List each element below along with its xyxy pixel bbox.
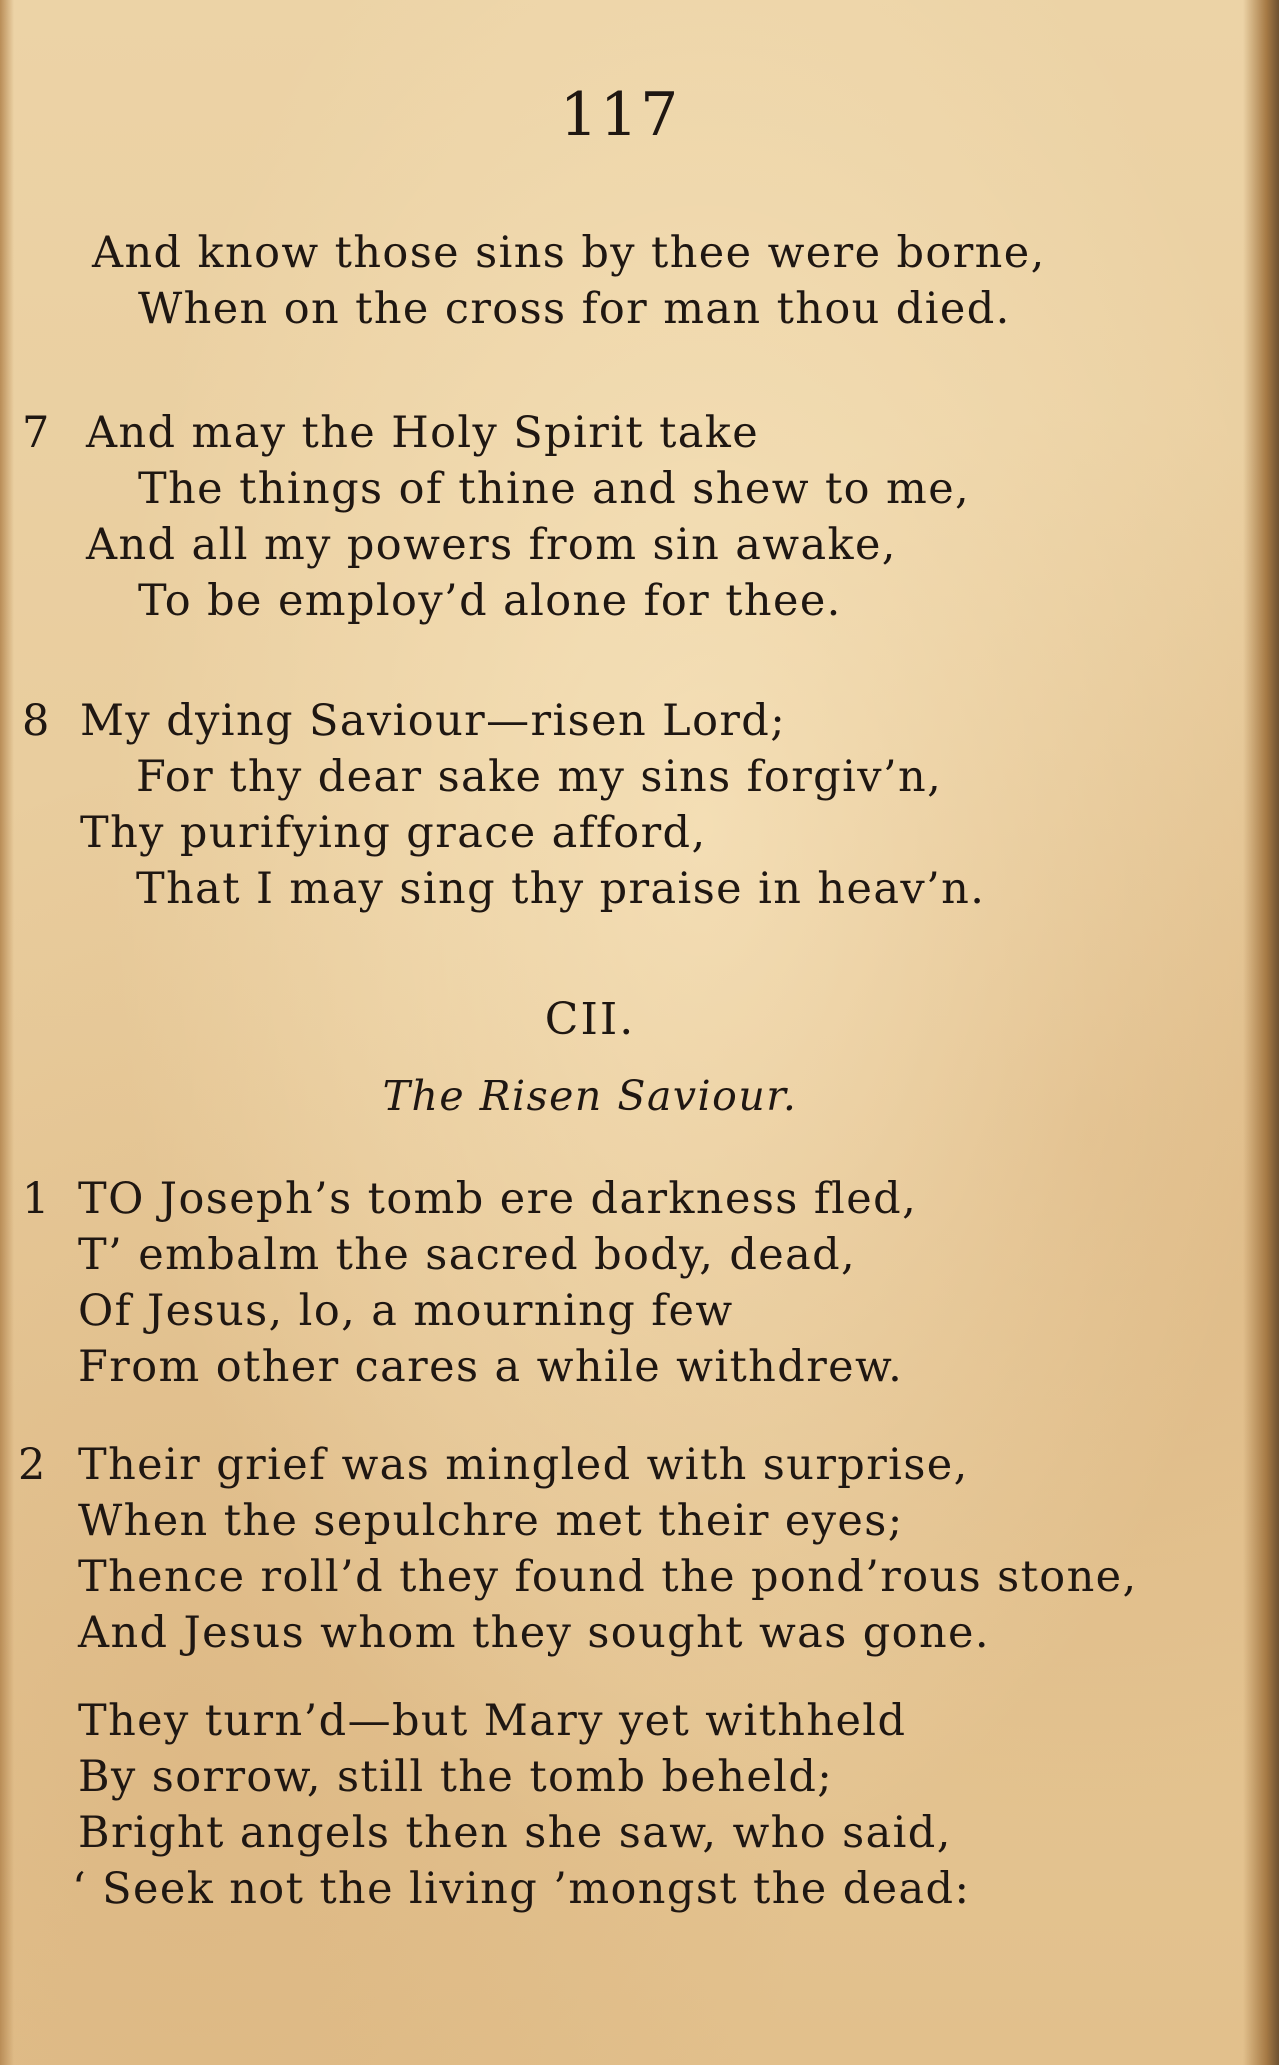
verse-2-line-4: And Jesus whom they sought was gone. — [78, 1608, 990, 1658]
hymn-number: CII. — [544, 994, 636, 1045]
verse-8-line-4: That I may sing thy praise in heav’n. — [136, 864, 986, 914]
verse-7-line-2: The things of thine and shew to me, — [138, 464, 971, 514]
verse-1-line-4: From other cares a while withdrew. — [78, 1342, 904, 1392]
continued-line-1: And know those sins by thee were borne, — [92, 228, 1046, 278]
verse-8-line-1: My dying Saviour—risen Lord; — [80, 696, 787, 746]
verse-2-line-2: When the sepulchre met their eyes; — [78, 1496, 904, 1546]
verse-3-line-4: ‘ Seek not the living ’mongst the dead: — [72, 1864, 971, 1914]
verse-1-line-2: T’ embalm the sacred body, dead, — [78, 1230, 857, 1280]
hymn-title: The Risen Saviour. — [382, 1072, 798, 1120]
verse-1-line-1: TO Joseph’s tomb ere darkness fled, — [78, 1174, 918, 1224]
verse-2-line-1: Their grief was mingled with surprise, — [78, 1440, 969, 1490]
continued-line-2: When on the cross for man thou died. — [138, 284, 1011, 334]
verse-1-line-3: Of Jesus, lo, a mourning few — [78, 1286, 734, 1336]
page-number: 117 — [559, 80, 681, 150]
verse-7-line-3: And all my powers from sin awake, — [86, 520, 897, 570]
verse-3-line-3: Bright angels then she saw, who said, — [78, 1808, 952, 1858]
verse-2-line-3: Thence roll’d they found the pond’rous stone, — [78, 1552, 1138, 1602]
verse-7-line-1: And may the Holy Spirit take — [86, 408, 760, 458]
verse-3-line-2: By sorrow, still the tomb beheld; — [78, 1752, 834, 1802]
page-binding-edge — [1243, 0, 1279, 2065]
verse-3-line-1: They turn’d—but Mary yet withheld — [78, 1696, 907, 1746]
verse-7-line-4: To be employ’d alone for thee. — [138, 576, 842, 626]
verse-number-7: 7 — [22, 408, 50, 458]
verse-8-line-2: For thy dear sake my sins forgiv’n, — [136, 752, 943, 802]
verse-number-1: 1 — [22, 1174, 50, 1224]
verse-8-line-3: Thy purifying grace afford, — [80, 808, 707, 858]
verse-number-8: 8 — [22, 696, 50, 746]
verse-number-2: 2 — [18, 1440, 46, 1490]
